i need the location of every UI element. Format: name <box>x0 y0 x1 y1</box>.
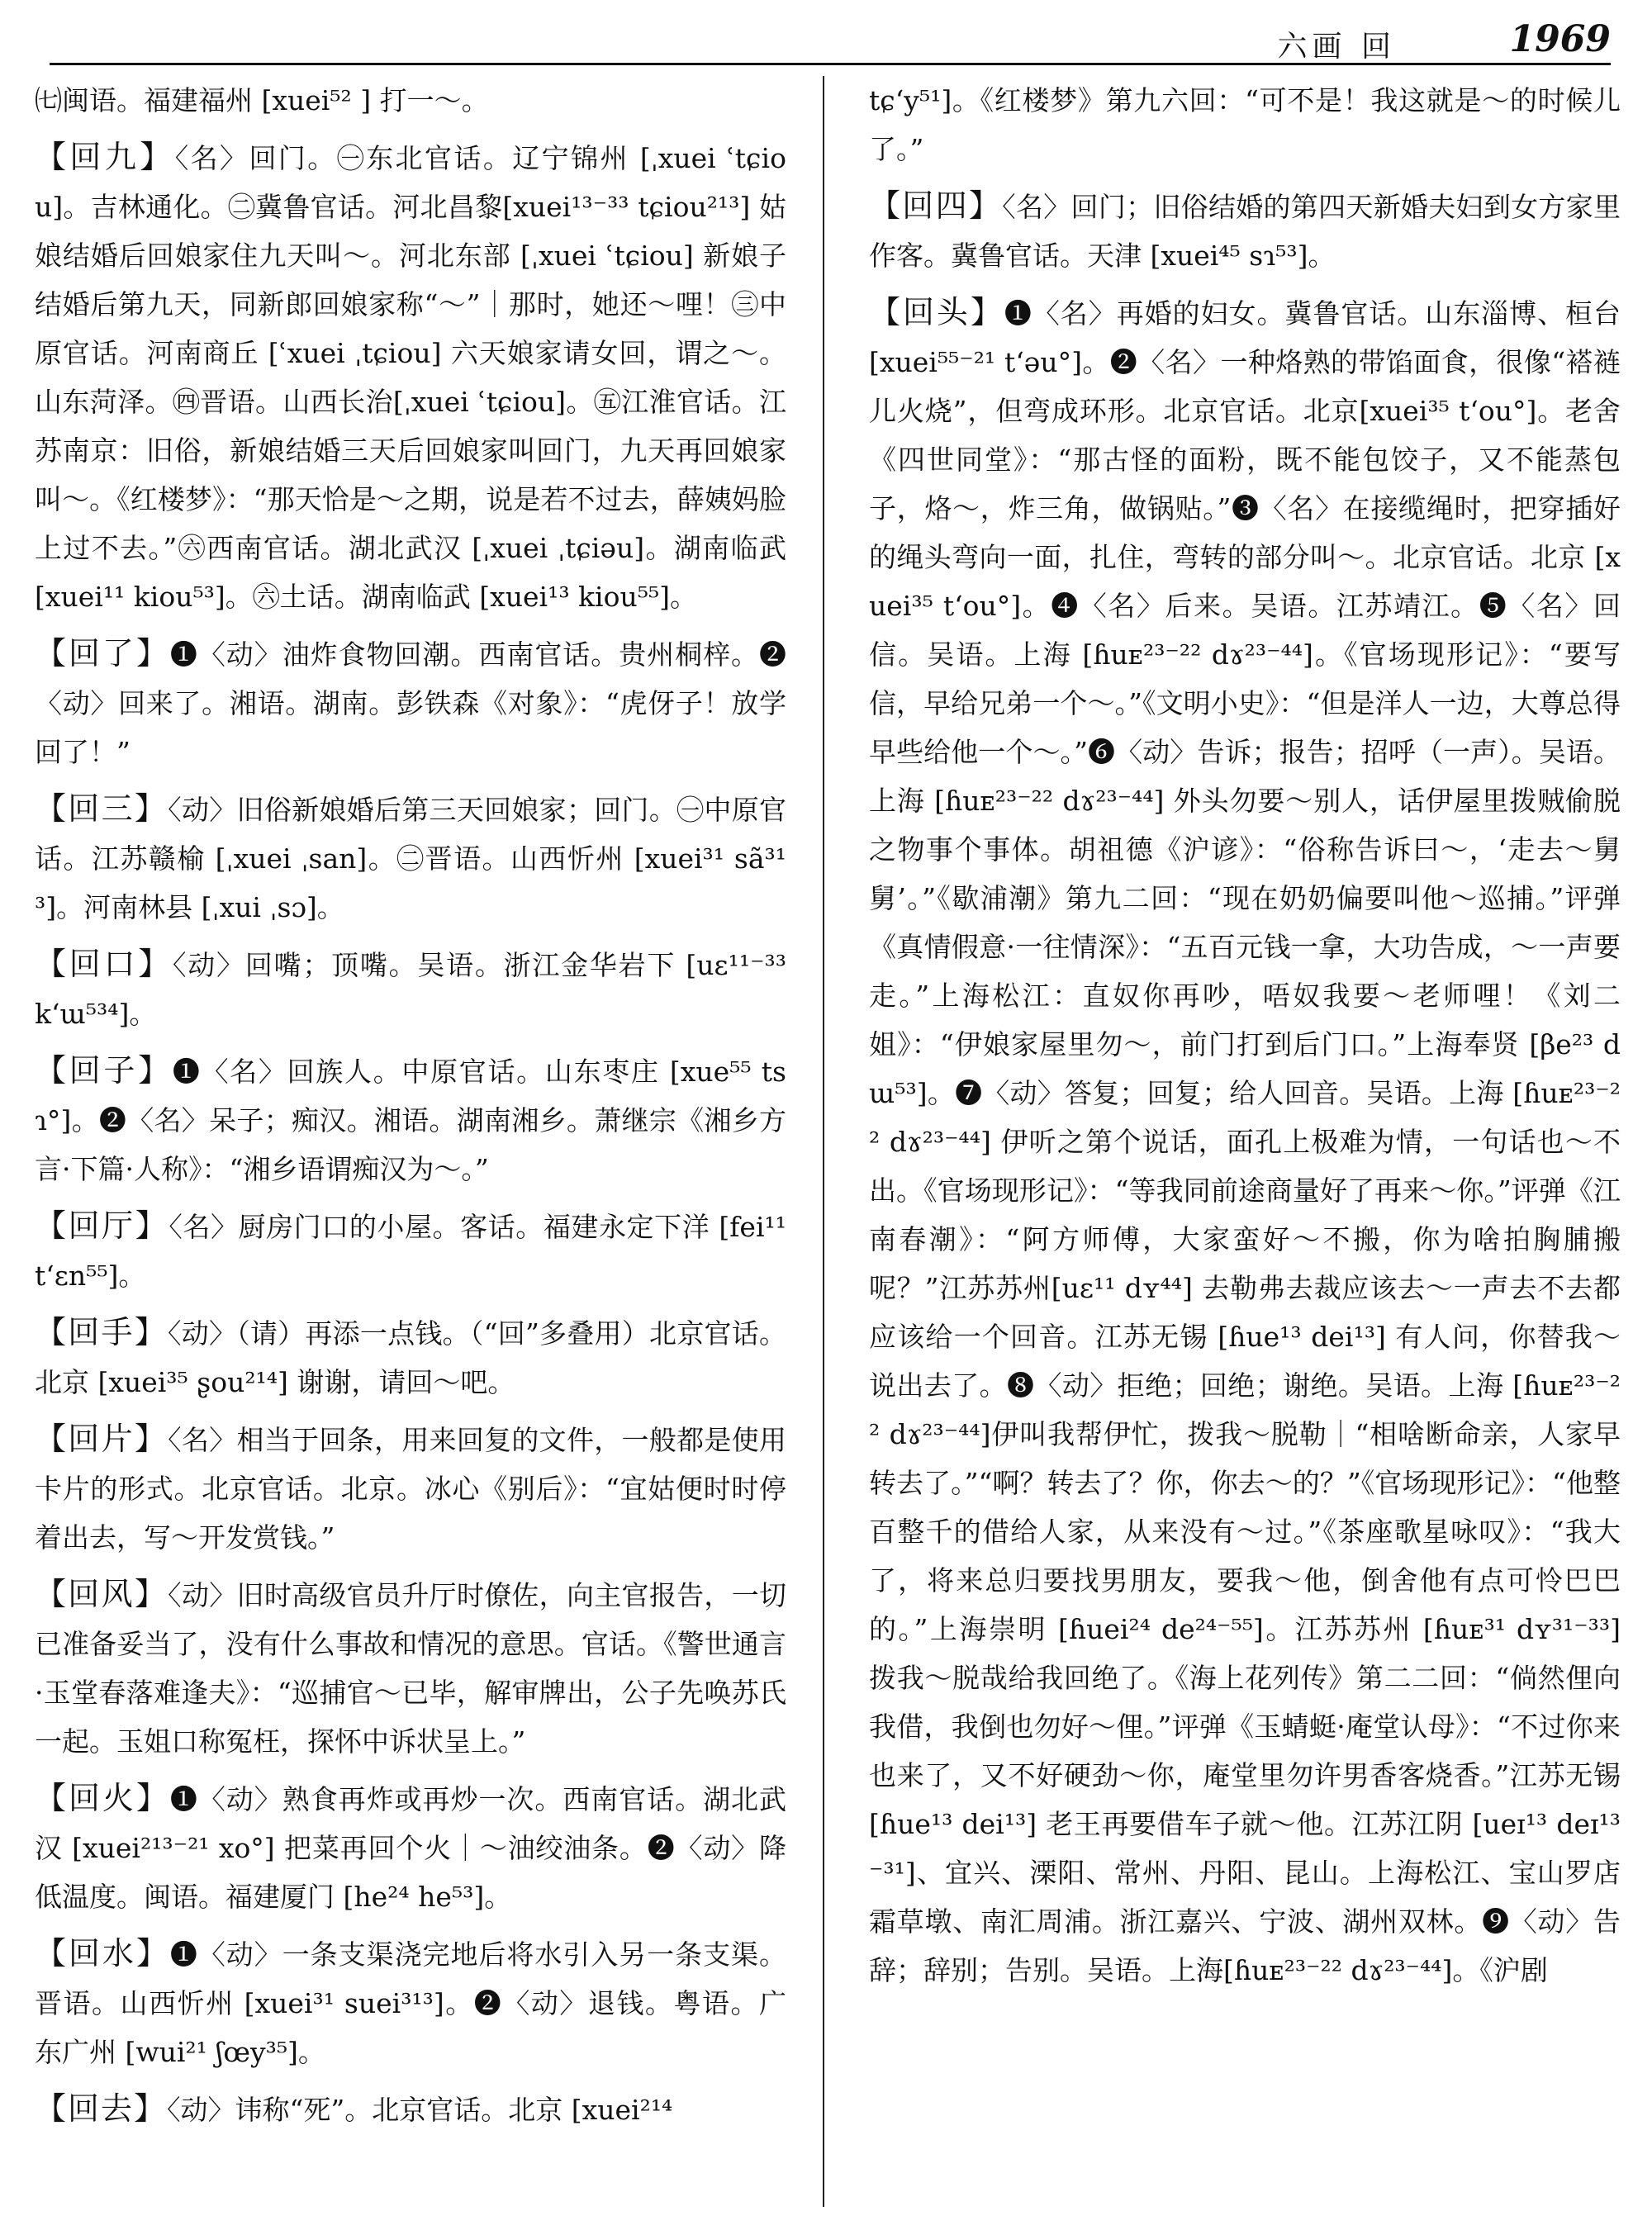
entry-body: 〈名〉相当于回条，用来回复的文件，一般都是使用卡片的形式。北京官话。北京。冰心《别后》：“宜姑便时时停着出去，写～开发赏钱。” <box>35 1424 786 1554</box>
entry-body: tɕ‘y⁵¹]。《红楼梦》第九六回：“可不是！我这就是～的时候儿了。” <box>869 84 1621 165</box>
headword: 【回去】 <box>35 2090 168 2127</box>
headword: 【回水】 <box>35 1935 170 1971</box>
headword: 【回火】 <box>35 1780 170 1816</box>
entry <box>35 76 786 125</box>
entry-body: ❶〈名〉再婚的妇女。冀鲁官话。山东淄博、桓台 [xuei⁵⁵⁻²¹ t‘əu°]。❷〈名〉一种烙熟的带馅面食，很像“褡裢儿火烧”，但弯成环形。北京官话。北京[xuei³⁵ t‘ou°]。老舍《四世同堂》：“那古怪的面粉，既不能包饺子，又不能蒸包子，烙～，炸三角，做锅贴。”❸〈名〉在接缆绳时，把穿插好的绳头弯向一面，扎住，弯转的部分叫～。北京官话。北京 [xuei³⁵ t‘ou°]。❹〈名〉后来。吴语。江苏靖江。❺〈名〉回信。吴语。上海 [ɦuᴇ²³⁻²² dɤ²³⁻⁴⁴]。《官场现形记》：“要写信，早给兄弟一个～。”《文明小史》：“但是洋人一边，大尊总得早些给他一个～。”❻〈动〉告诉；报告；招呼（一声）。吴语。上海 [ɦuᴇ²³⁻²² dɤ²³⁻⁴⁴] 外头勿要～别人，话伊屋里拨贼偷脱之物事个事体。胡祖德《沪谚》：“俗称告诉曰～，‘走去～舅舅’。”《歇浦潮》第九二回：“现在奶奶偏要叫他～巡捕。”评弹《真情假意·一往情深》：“五百元钱一拿，大功告成，～一声要走。”上海松江：直奴你再吵，唔奴我要～老师哩！《刘二姐》：“伊娘家屋里勿～，前门打到后门口。”上海奉贤 [βe²³ dɯ⁵³]。❼〈动〉答复；回复；给人回音。吴语。上海 [ɦuᴇ²³⁻²² dɤ²³⁻⁴⁴] 伊听之第个说话，面孔上极难为情，一句话也～不出。《官场现形记》：“等我同前途商量好了再来～你。”评弹《江南春潮》：“阿方师傅，大家蛮好～不搬，你为啥拍胸脯搬呢？”江苏苏州[uɛ¹¹ dʏ⁴⁴] 去勒弗去裁应该去～一声去不去都应该给一个回音。江苏无锡 [ɦue¹³ dei¹³] 有人问，你替我～说出去了。❽〈动〉拒绝；回绝；谢绝。吴语。上海 [ɦuᴇ²³⁻²² dɤ²³⁻⁴⁴]伊叫我帮伊忙，拨我～脱勒｜“相啥断命亲，人家早转去了。”“啊？转去了？你，你去～的？”《官场现形记》：“他整百整千的借给人家，从来没有～过。”《茶座歌星咏叹》：“我大了，将来总归要找男朋友，要我～他，倒舍他有点可怜巴巴的。”上海崇明 [ɦuei²⁴ de²⁴⁻⁵⁵]。江苏苏州 [ɦuᴇ³¹ dʏ³¹⁻³³] 拨我～脱哉给我回绝了。《海上花列传》第二二回：“倘然俚向我借，我倒也勿好～俚。”评弹《玉蜻蜓·庵堂认母》：“不过你来也来了，又不好硬劲～你，庵堂里勿许男香客烧香。”江苏无锡 [ɦue¹³ dei¹³] 老王再要借车子就～他。江苏江阴 [ueɪ¹³ deɪ¹³⁻³¹]、宜兴、溧阳、常州、丹阳、昆山。上海松江、宝山罗店霜草墩、南汇周浦。浙江嘉兴、宁波、湖州双林。❾〈动〉告辞；辞别；告别。吴语。上海[ɦuᴇ²³⁻²² dɤ²³⁻⁴⁴]。《沪剧 <box>869 297 1621 1986</box>
entry <box>35 1415 786 1562</box>
headword: 【回片】 <box>35 1421 169 1457</box>
entry-body: 〈动〉（请）再添一点钱。（“回”多叠用）北京官话。北京 [xuei³⁵ ʂou²¹⁴] 谢谢，请回～吧。 <box>35 1317 786 1398</box>
headword: 【回了】 <box>35 635 170 671</box>
entry <box>869 288 1621 1995</box>
page-number: 1969 <box>1509 18 1611 60</box>
entry <box>35 1570 786 1766</box>
headword: 【回三】 <box>35 790 169 827</box>
entry-body: 〈动〉讳称“死”。北京官话。北京 [xuei²¹⁴ <box>167 2094 673 2126</box>
entry <box>35 629 786 776</box>
entry <box>869 182 1621 280</box>
entry <box>35 133 786 621</box>
entry-body: ❶〈名〉回族人。中原官话。山东枣庄 [xue⁵⁵ tsɿ°]。❷〈名〉呆子；痴汉。湘语。湖南湘乡。萧继宗《湘乡方言·下篇·人称》：“湘乡语谓痴汉为～。” <box>35 1056 786 1185</box>
entry <box>35 1774 786 1921</box>
entry-body: ❶〈动〉油炸食物回潮。西南官话。贵州桐梓。❷〈动〉回来了。湘语。湖南。彭铁森《对象》：“虎伢子！放学回了！” <box>35 638 786 768</box>
entry-body: 〈动〉旧俗新娘婚后第三天回娘家；回门。㊀中原官话。江苏赣榆 [ˌxuei ˌsan]。㊁晋语。山西忻州 [xuei³¹ sã³¹³]。河南林县 [ˌxui ˌsɔ]。 <box>35 794 786 923</box>
column-divider <box>823 76 824 2207</box>
left-column <box>35 76 786 2223</box>
headword: 【回子】 <box>35 1052 173 1089</box>
headword: 【回头】 <box>869 294 1004 330</box>
entry-body: 〈动〉旧时高级官员升厅时僚佐，向主官报告，一切已准备妥当了，没有什么事故和情况的意思。官话。《警世通言·玉堂春落难逢夫》：“巡捕官～已毕，解审牌出，公子先唤苏氏一起。玉姐口称冤枉，探怀中诉状呈上。” <box>35 1579 786 1758</box>
right-column <box>869 76 1621 2223</box>
headword: 【回九】 <box>35 139 175 175</box>
headword: 【回四】 <box>869 187 1003 224</box>
entry-body: ❶〈动〉熟食再炸或再炒一次。西南官话。湖北武汉 [xuei²¹³⁻²¹ xo°] 把菜再回个火｜～油绞油条。❷〈动〉降低温度。闽语。福建厦门 [he²⁴ he⁵³]。 <box>35 1783 786 1913</box>
entry <box>35 1308 786 1407</box>
headword: 【回风】 <box>35 1576 169 1612</box>
entry <box>35 940 786 1038</box>
headword: 【回手】 <box>35 1314 168 1350</box>
entry-body: 〈动〉回嘴；顶嘴。吴语。浙江金华岩下 [uɛ¹¹⁻³³ k‘ɯ⁵³⁴]。 <box>35 949 786 1030</box>
entry <box>869 76 1621 173</box>
entry <box>35 1202 786 1300</box>
entry-body: 〈名〉回门。㊀东北官话。辽宁锦州 [ˌxuei ʿtɕiou]。吉林通化。㊁冀鲁官话。河北昌黎[xuei¹³⁻³³ tɕiou²¹³] 姑娘结婚后回娘家住九天叫～。河北东部 [ˌxuei ʿtɕiou] 新娘子结婚后第九天，同新郎回娘家称“～”｜那时，她还～哩！㊂中原官话。河南商丘 [ʿxuei ˌtɕiou] 六天娘家请女回，谓之～。山东菏泽。㊃晋语。山西长治[ˌxuei ʿtɕiou]。㊄江淮官话。江苏南京：旧俗，新娘结婚三天后回娘家叫回门，九天再回娘家叫～。《红楼梦》：“那天恰是～之期，说是若不过去，薛姨妈脸上过不去。”㊅西南官话。湖北武汉 [ˌxuei ˌtɕiəu]。湖南临武 [xuei¹¹ kiou⁵³]。㊅土话。湖南临武 [xuei¹³ kiou⁵⁵]。 <box>35 142 786 613</box>
entry-body: 〈名〉厨房门口的小屋。客话。福建永定下洋 [fei¹¹ t‘ɛn⁵⁵]。 <box>35 1211 786 1292</box>
entry <box>35 2085 786 2134</box>
entry <box>35 1046 786 1193</box>
entry-body: 〈名〉回门；旧俗结婚的第四天新婚夫妇到女方家里作客。冀鲁官话。天津 [xuei⁴⁵ sɿ⁵³]。 <box>869 191 1621 272</box>
page-header <box>50 12 1611 65</box>
entry <box>35 785 786 932</box>
entry-body: ❶〈动〉一条支渠浇完地后将水引入另一条支渠。晋语。山西忻州 [xuei³¹ suei³¹³]。❷〈动〉退钱。粤语。广东广州 [wui²¹ ʃœy³⁵]。 <box>35 1938 786 2068</box>
entry-body: ㈦闽语。福建福州 [xuei⁵² ] 打一～。 <box>35 84 489 116</box>
headword: 【回厅】 <box>35 1208 169 1244</box>
section-title: 六画 回 <box>1277 30 1396 64</box>
entry <box>35 1929 786 2076</box>
headword: 【回口】 <box>35 946 173 982</box>
